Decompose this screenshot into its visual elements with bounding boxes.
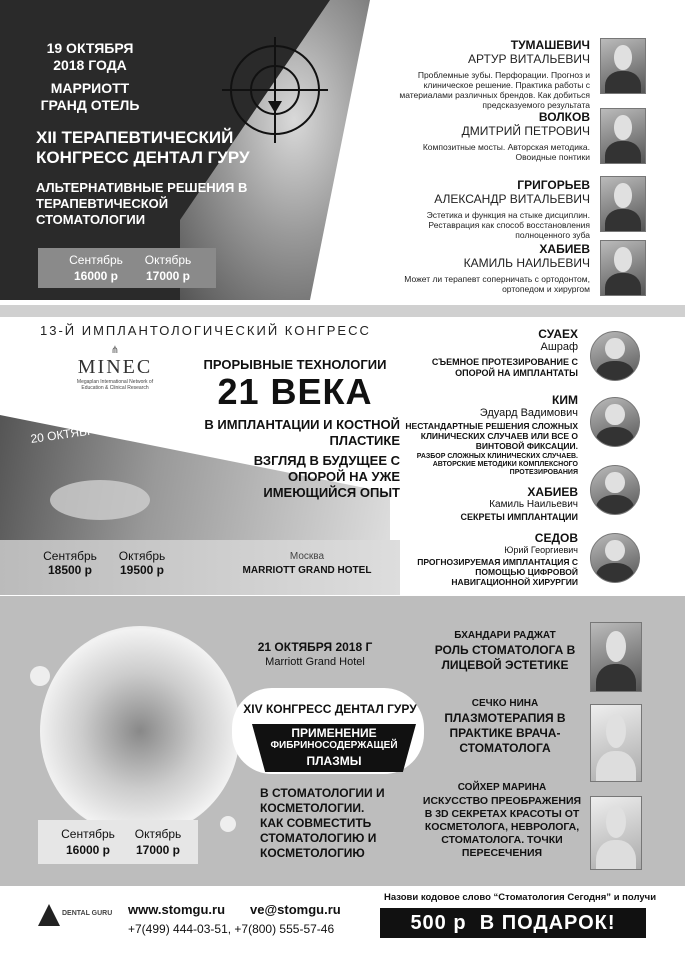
- speaker-kim: КИМ Эдуард Вадимович НЕСТАНДАРТНЫЕ РЕШЕНИЯ СЛОЖНЫХ КЛИНИЧЕСКИХ СЛУЧАЕВ ИЛИ ВСЕ О ВИНТОВОЙ ФИКСАЦИИ. РАЗБОР СЛОЖНЫХ КЛИНИЧЕСКИХ СЛУЧАЕВ. АВТОРСКИЕ МЕТОДИКИ КОМПЛЕКСНОГО ПРОТЕЗИРОВАНИЯ: [405, 393, 578, 476]
- price-september: Сентябрь 18500 р: [43, 549, 97, 577]
- avatar: [590, 465, 640, 515]
- speaker-name: ДМИТРИЙ ПЕТРОВИЧ: [461, 124, 590, 138]
- avatar: [590, 533, 640, 583]
- speaker-surname: ВОЛКОВ: [538, 110, 590, 124]
- promo-text: Назови кодовое слово “Стоматология Сегодня” и получи: [383, 892, 657, 903]
- section-implant-congress: [0, 305, 685, 595]
- event-title: XII ТЕРАПЕВТИЧЕСКИЙ КОНГРЕСС ДЕНТАЛ ГУРУ: [36, 128, 250, 167]
- avatar: [590, 796, 642, 870]
- bubble-icon: [30, 666, 50, 686]
- minec-logo: ⋔ MINEC Megaplan International Network of Education & Clinical Research: [76, 345, 154, 391]
- price-october: Октябрь 17000 р: [144, 253, 192, 283]
- dental-guru-logo: DENTAL GURU: [34, 902, 114, 932]
- hotel: MARRIOTT GRAND HOTEL: [242, 565, 372, 576]
- target-icon: [230, 45, 320, 135]
- plasma-hotel: Marriott Grand Hotel: [265, 656, 365, 668]
- headline-line2: В ИМПЛАНТАЦИИ И КОСТНОЙ ПЛАСТИКЕ: [204, 417, 400, 448]
- speaker-soikher: СОЙХЕР МАРИНА ИСКУССТВО ПРЕОБРАЖЕНИЯ В 3D СЕКРЕТАХ КРАСОТЫ ОТ КОСМЕТОЛОГА, НЕВРОЛОГА, СТОМАТОЛОГА. ТОЧКИ ПЕРЕСЕЧЕНИЯ: [422, 782, 582, 859]
- speaker-name: АРТУР ВИТАЛЬЕВИЧ: [468, 52, 590, 66]
- event-date: 19 ОКТЯБРЯ 2018 ГОДА: [46, 40, 134, 73]
- section-plasma-congress: [0, 596, 685, 886]
- footer: [0, 888, 685, 975]
- tooth-icon: [38, 904, 60, 926]
- avatar: [600, 240, 646, 296]
- avatar: [600, 176, 646, 232]
- gift-banner: 500 р В ПОДАРОК!: [380, 908, 646, 938]
- speaker-desc: Композитные мосты. Авторская методика. Овоидные понтики: [422, 142, 590, 162]
- speaker-grigoriev: [380, 178, 590, 240]
- speaker-khabiev: [380, 242, 590, 294]
- event-subtitle: АЛЬТЕРНАТИВНЫЕ РЕШЕНИЯ В ТЕРАПЕВТИЧЕСКОЙ СТОМАТОЛОГИИ: [36, 180, 248, 227]
- congress-header: 13-Й ИМПЛАНТОЛОГИЧЕСКИЙ КОНГРЕСС: [40, 323, 371, 338]
- email-link[interactable]: ve@stomgu.ru: [250, 902, 341, 917]
- phones: +7(499) 444-03-51, +7(800) 555-57-46: [128, 922, 335, 936]
- headline-line1: ПРОРЫВНЫЕ ТЕХНОЛОГИИ: [203, 357, 387, 372]
- implant-date: 20 ОКТЯБРЯ 2018 г.: [29, 416, 144, 446]
- speaker-desc: Может ли терапевт соперничать с ортодонтом, ортопедом и хирургом: [404, 274, 590, 294]
- plasma-date: 21 ОКТЯБРЯ 2018 Г: [257, 640, 373, 654]
- event-venue: МАРРИОТТ ГРАНД ОТЕЛЬ: [40, 80, 140, 113]
- speaker-suaeh: СУАЕХ Ашраф СЪЕМНОЕ ПРОТЕЗИРОВАНИЕ С ОПОРОЙ НА ИМПЛАНТАТЫ: [431, 327, 578, 378]
- speaker-surname: ХАБИЕВ: [539, 242, 590, 256]
- avatar: [590, 331, 640, 381]
- banner-line2: ФИБРИНОСОДЕРЖАЩЕЙ: [270, 740, 398, 751]
- speaker-sechko: СЕЧКО НИНА ПЛАЗМОТЕРАПИЯ В ПРАКТИКЕ ВРАЧА-СТОМАТОЛОГА: [444, 698, 566, 755]
- avatar: [600, 38, 646, 94]
- speaker-surname: ГРИГОРЬЕВ: [517, 178, 590, 192]
- avatar: [590, 704, 642, 782]
- price-october: Октябрь 19500 р: [118, 549, 166, 577]
- speaker-sedov: СЕДОВ Юрий Георгиевич ПРОГНОЗИРУЕМАЯ ИМПЛАНТАЦИЯ С ПОМОЩЬЮ ЦИФРОВОЙ НАВИГАЦИОННОЙ ХИРУРГИИ: [417, 531, 578, 587]
- speaker-bhandari: БХАНДАРИ РАДЖАТ РОЛЬ СТОМАТОЛОГА В ЛИЦЕВОЙ ЭСТЕТИКЕ: [434, 630, 576, 672]
- plasma-title: XIV КОНГРЕСС ДЕНТАЛ ГУРУ: [243, 702, 417, 716]
- speaker-khabiev-2: ХАБИЕВ Камиль Наильевич СЕКРЕТЫ ИМПЛАНТАЦИИ: [460, 485, 578, 522]
- city: Москва: [289, 551, 325, 562]
- website-link[interactable]: www.stomgu.ru: [128, 902, 226, 917]
- banner-line3: ПЛАЗМЫ: [306, 754, 362, 768]
- speaker-name: КАМИЛЬ НАИЛЬЕВИЧ: [463, 256, 590, 270]
- speaker-volkov: [380, 110, 590, 162]
- cell-illustration: [40, 626, 240, 836]
- price-box: [38, 820, 198, 864]
- headline-line3: ВЗГЛЯД В БУДУЩЕЕ С ОПОРОЙ НА УЖЕ ИМЕЮЩИЙСЯ ОПЫТ: [253, 453, 400, 500]
- hand-image: [50, 480, 150, 520]
- price-box: [38, 248, 216, 288]
- avatar: [590, 622, 642, 692]
- section-therapy-congress: [0, 0, 685, 300]
- price-september: Сентябрь 16000 р: [61, 827, 115, 857]
- price-october: Октябрь 17000 р: [134, 827, 182, 857]
- speaker-surname: ТУМАШЕВИЧ: [510, 38, 590, 52]
- divider: [0, 305, 685, 317]
- avatar: [590, 397, 640, 447]
- avatar: [600, 108, 646, 164]
- price-september: Сентябрь 16000 р: [69, 253, 123, 283]
- banner-line1: ПРИМЕНЕНИЕ: [291, 726, 377, 740]
- speaker-desc: Эстетика и функция на стыке дисциплин. Реставрация как способ восстановления полноценного зуба: [426, 210, 590, 240]
- bubble-icon: [220, 816, 236, 832]
- speaker-desc: Проблемные зубы. Перфорации. Прогноз и клиническое решение. Практика работы с материалами различных брендов. Как добиться предсказуемого результата: [399, 70, 590, 110]
- speaker-name: АЛЕКСАНДР ВИТАЛЬЕВИЧ: [434, 192, 590, 206]
- plasma-desc: В СТОМАТОЛОГИИ И КОСМЕТОЛОГИИ. КАК СОВМЕСТИТЬ СТОМАТОЛОГИЮ И КОСМЕТОЛОГИЮ: [260, 786, 385, 860]
- headline-big: 21 ВЕКА: [217, 371, 373, 412]
- speaker-tumashevich: [380, 38, 590, 110]
